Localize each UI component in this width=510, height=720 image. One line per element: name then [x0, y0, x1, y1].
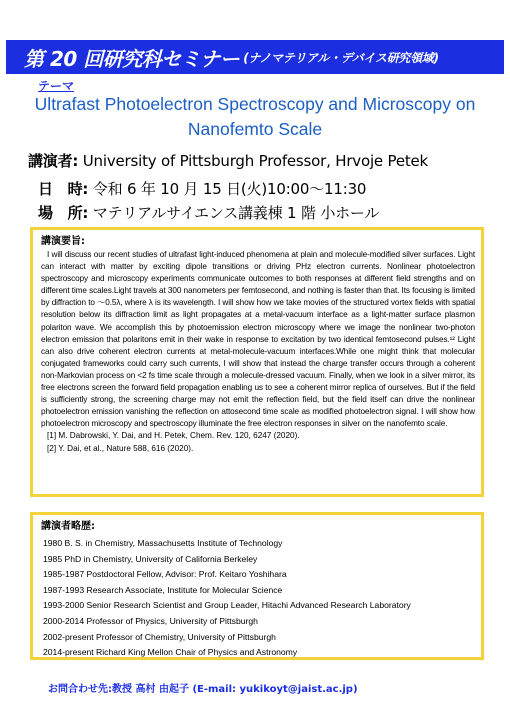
career-item: 1985 PhD in Chemistry, University of California Berkeley — [43, 553, 258, 564]
career-item: 2014-present Richard King Mellon Chair of Physics and Astronomy — [43, 647, 298, 658]
banner-subtitle: (ナノマテリアル・デバイス研究領域) — [243, 50, 439, 65]
career-item: 2000-2014 Professor of Physics, University of Pittsburgh — [43, 615, 258, 626]
talk-title-line: Ultrafast Photoelectron Spectroscopy and Microscopy on — [34, 94, 476, 114]
career-heading: 講演者略歴: — [41, 521, 95, 532]
talk-title — [30, 92, 480, 142]
career-item: 1987-1993 Research Associate, Institute for Molecular Science — [43, 584, 283, 595]
place-row — [38, 202, 379, 223]
career-item: 1993-2000 Senior Research Scientist and Group Leader, Hitachi Advanced Research Laboratory — [43, 600, 411, 611]
contact-info: お問合わせ先:教授 高村 由起子 (E-mail: yukikoyt@jaist.ac.jp) — [48, 684, 358, 695]
date-value: 令和 6 年 10 月 15 日(火)10:00～11:30 — [92, 180, 367, 198]
speaker-value: University of Pittsburgh Professor, Hrvoje Petek — [82, 152, 429, 170]
references — [41, 430, 475, 454]
talk-title-line: Nanofemto Scale — [187, 119, 323, 139]
career-box — [30, 512, 484, 660]
career-item: 1985-1987 Postdoctoral Fellow, Advisor: Prof. Keitaro Yoshihara — [43, 569, 287, 580]
place-label: 場 所: — [38, 204, 89, 222]
speaker-row — [28, 150, 428, 171]
career-item: 2002-present Professor of Chemistry, University of Pittsburgh — [43, 631, 276, 642]
reference-item: [1] M. Dabrowski, Y. Dai, and H. Petek, Chem. Rev. 120, 6247 (2020). — [47, 431, 300, 441]
abstract-text: I will discuss our recent studies of ultrafast light-induced phenomena at plain and molecule-modified silver surfaces. Light can interact with matter by exciting dipole transitions or driving PHz electron currents. Nonlinear photoelectron spectroscopy and microscopy experiments communicate outcomes to both responses at different field strengths and on different time scales.Light travels at 300 nanometers per femtosecond, and nothing is faster than that. Its focusing is limited by diffraction to ～0.5λ, where λ is its wavelength. I will show how we take movies of the structured vortex fields with spatial resolution below its diffraction limit as light propagates at a metal-vacuum interface as a light-matter surface plasmon polariton wave. We accomplish this by photoemission electron microscopy where we image the nonlinear two-photon electron emission that polaritons emit in their wake in response to excitation by two identical femtosecond pulses.¹² Light can also drive coherent electron currents at metal-molecule-vacuum interfaces.While one might think that molecular conjugated frameworks could carry such currents, I will show that instead the charge transfer occurs through a coherent non-Markovian process on <2 fs time scale through a molecule-dressed vacuum. Finally, when we look in a silver mirror, its free electrons screen the forward field propagation enabling us to see a coherent mirror replica of ourselves. But if the field is sufficiently strong, the screening charge may not emit the reflection field, but the field itself can drive the nonlinear photoelectron emission vanishing the reflection on attosecond time scale as modified photoelectron signal. I will show how photoelectron microscopy and spectroscopy illuminate the free electron responses in silver on the nanofemto scale. — [41, 250, 475, 429]
abstract-body — [41, 249, 475, 430]
theme-label: テーマ — [38, 79, 75, 93]
speaker-label: 講演者: — [28, 152, 79, 170]
abstract-heading: 講演要旨: — [41, 236, 85, 247]
place-value: マテリアルサイエンス講義棟 1 階 小ホール — [92, 204, 380, 222]
career-list — [43, 536, 481, 661]
career-item: 1980 B. S. in Chemistry, Massachusetts Institute of Technology — [43, 538, 283, 548]
reference-item: [2] Y. Dai, et al., Nature 588, 616 (2020). — [47, 443, 194, 453]
date-label: 日 時: — [38, 180, 89, 198]
banner-title: 第 20 回研究科セミナー — [24, 46, 240, 71]
abstract-box — [30, 227, 484, 497]
date-row — [38, 178, 366, 199]
seminar-banner — [6, 40, 504, 74]
